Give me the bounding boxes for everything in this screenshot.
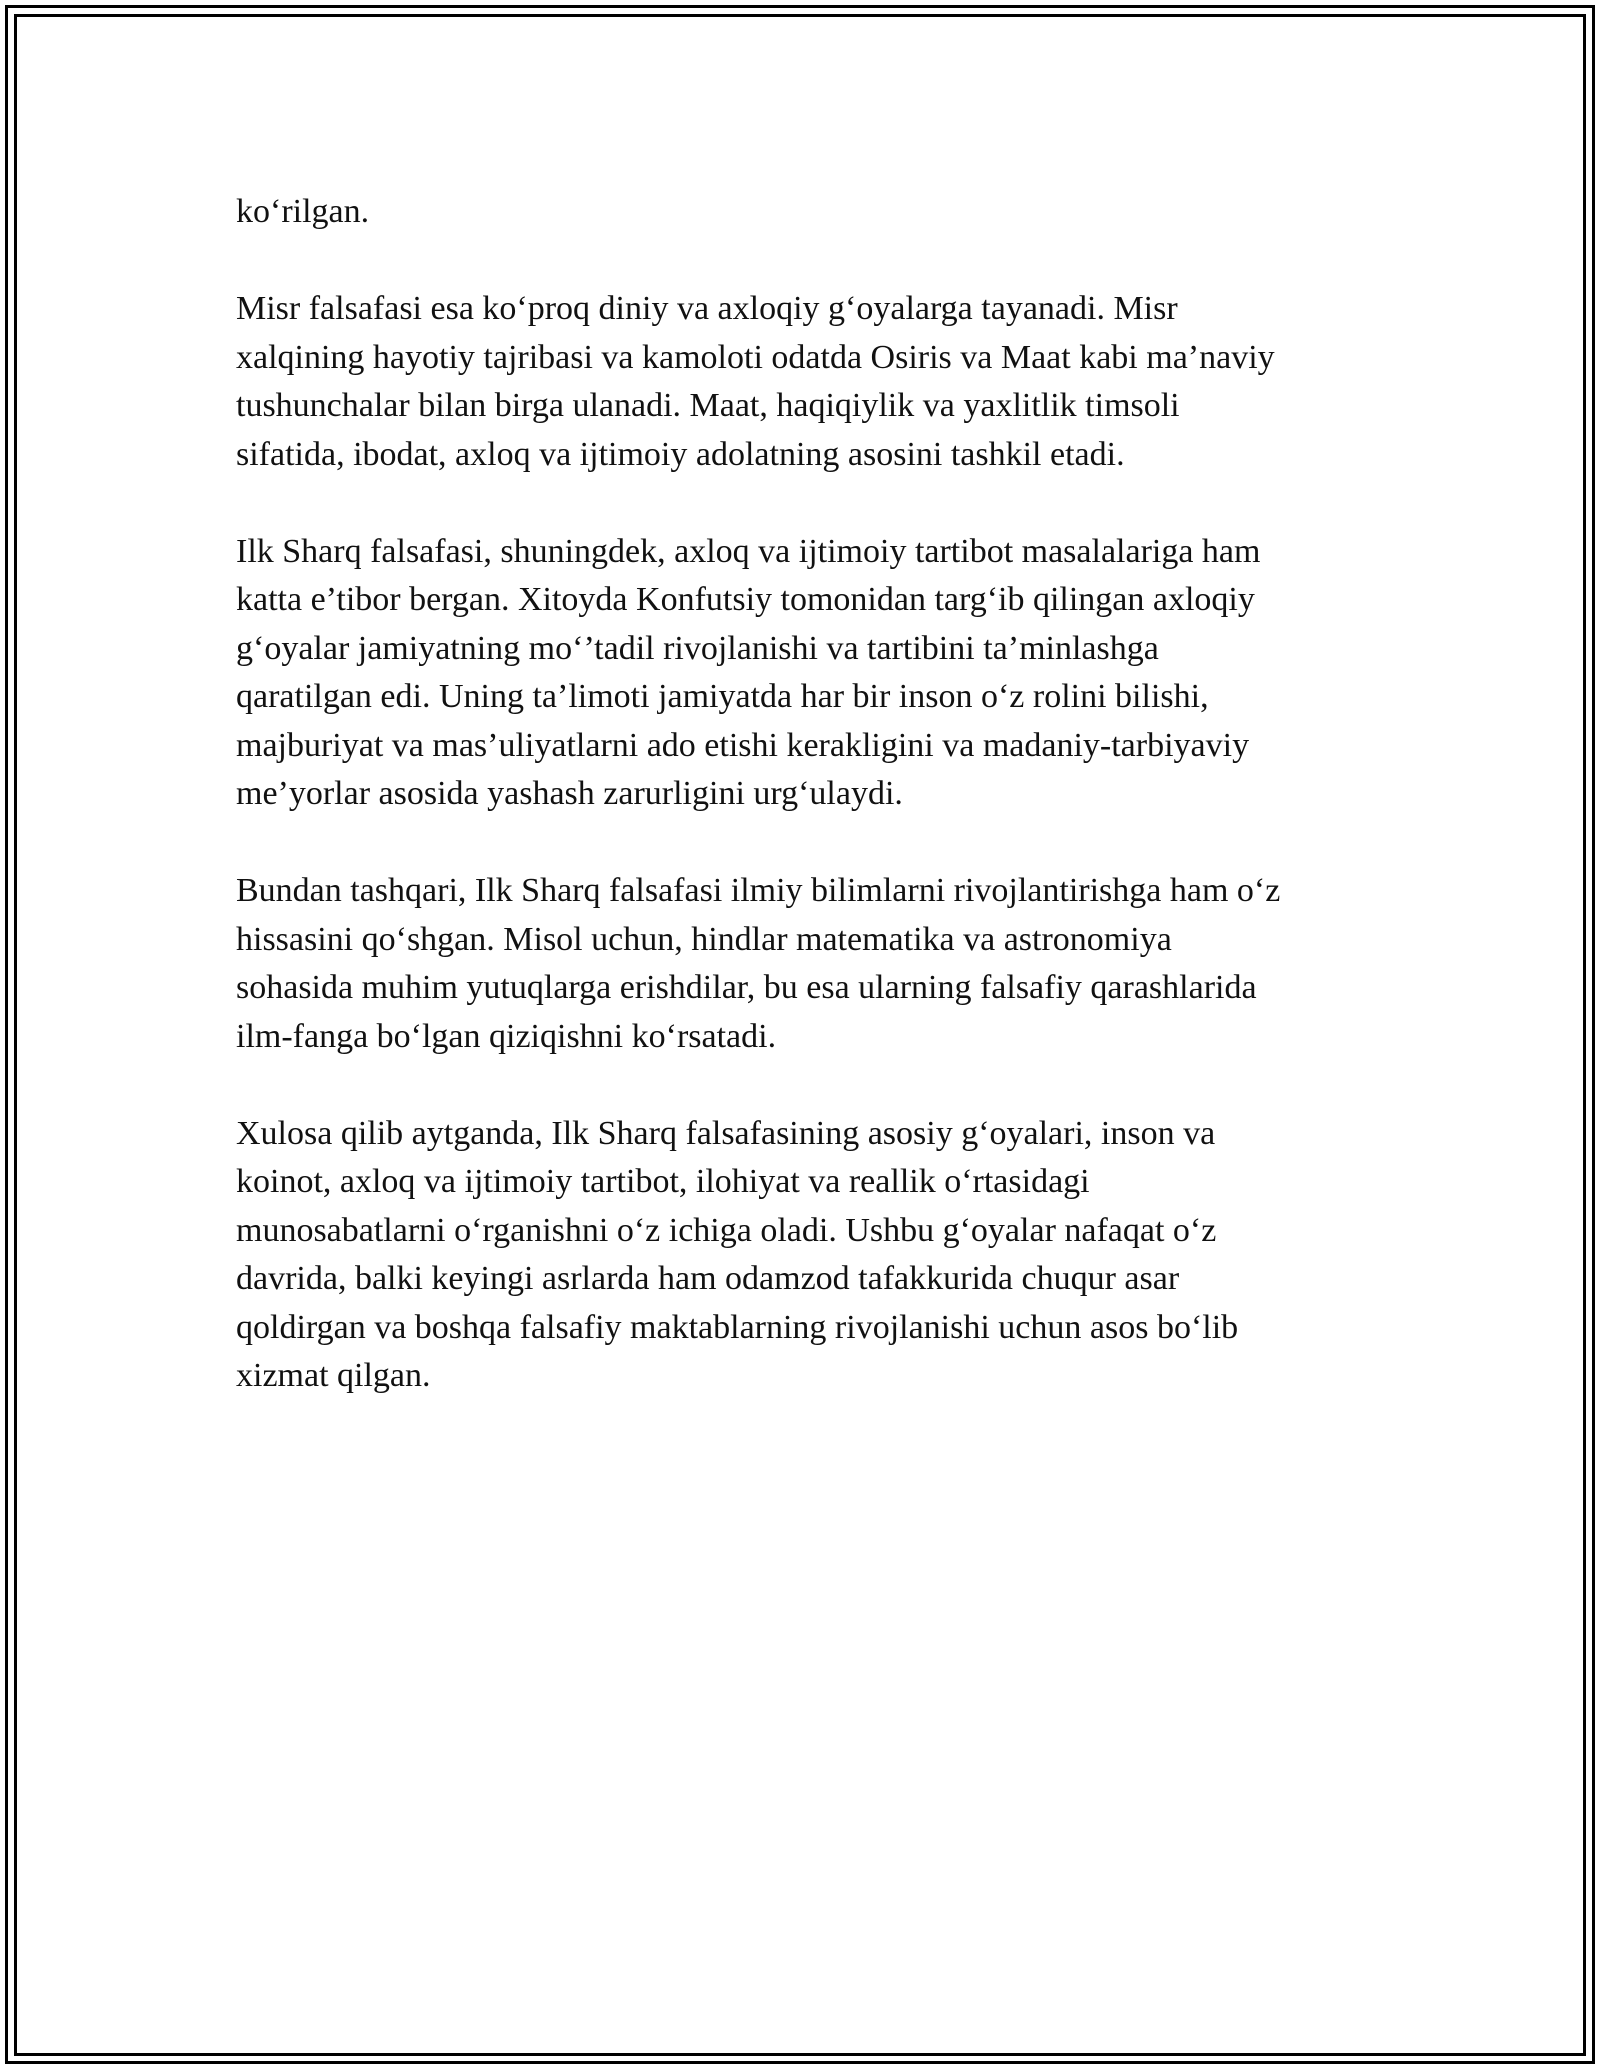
text-line: Misr falsafasi esa ko‘proq diniy va axloqiy g‘oyalarga tayanadi. Misr <box>236 290 1178 327</box>
document-body <box>236 188 1376 1449</box>
text-line: g‘oyalar jamiyatning mo‘’tadil rivojlanishi va tartibini ta’minlashga <box>236 629 1159 667</box>
text-line: ko‘rilgan. <box>236 193 370 230</box>
text-line: Bundan tashqari, Ilk Sharq falsafasi ilmiy bilimlarni rivojlantirishga ham o‘z <box>236 872 1281 909</box>
paragraph-5 <box>236 1110 1376 1401</box>
text-line: Ilk Sharq falsafasi, shuningdek, axloq va ijtimoiy tartibot masalalariga ham <box>236 532 1261 570</box>
text-line: katta e’tibor bergan. Xitoyda Konfutsiy tomonidan targ‘ib qilingan axloqiy <box>236 581 1255 618</box>
text-line: me’yorlar asosida yashash zarurligini urg‘ulaydi. <box>236 775 903 812</box>
text-line: sifatida, ibodat, axloq va ijtimoiy adolatning asosini tashkil etadi. <box>236 435 1125 473</box>
text-line: koinot, axloq va ijtimoiy tartibot, ilohiyat va reallik o‘rtasidagi <box>236 1163 1090 1200</box>
text-line: ilm-fanga bo‘lgan qiziqishni ko‘rsatadi. <box>236 1017 777 1055</box>
paragraph-1 <box>236 188 1376 237</box>
text-line: majburiyat va mas’uliyatlarni ado etishi kerakligini va madaniy-tarbiyaviy <box>236 726 1250 764</box>
text-line: davrida, balki keyingi asrlarda ham odamzod tafakkurida chuqur asar <box>236 1260 1180 1297</box>
text-line: qaratilgan edi. Uning ta’limoti jamiyatda har bir inson o‘z rolini bilishi, <box>236 678 1209 715</box>
paragraph-4 <box>236 867 1376 1061</box>
paragraph-2 <box>236 285 1376 479</box>
text-line: xalqining hayotiy tajribasi va kamoloti odatda Osiris va Maat kabi ma’naviy <box>236 338 1275 376</box>
text-line: tushunchalar bilan birga ulanadi. Maat, haqiqiylik va yaxlitlik timsoli <box>236 387 1180 424</box>
text-line: Xulosa qilib aytganda, Ilk Sharq falsafasining asosiy g‘oyalari, inson va <box>236 1114 1216 1152</box>
text-line: hissasini qo‘shgan. Misol uchun, hindlar matematika va astronomiya <box>236 920 1172 958</box>
paragraph-3 <box>236 528 1376 819</box>
text-line: munosabatlarni o‘rganishni o‘z ichiga oladi. Ushbu g‘oyalar nafaqat o‘z <box>236 1211 1217 1249</box>
text-line: qoldirgan va boshqa falsafiy maktablarning rivojlanishi uchun asos bo‘lib <box>236 1308 1239 1346</box>
text-line: xizmat qilgan. <box>236 1357 431 1394</box>
text-line: sohasida muhim yutuqlarga erishdilar, bu esa ularning falsafiy qarashlarida <box>236 969 1257 1006</box>
